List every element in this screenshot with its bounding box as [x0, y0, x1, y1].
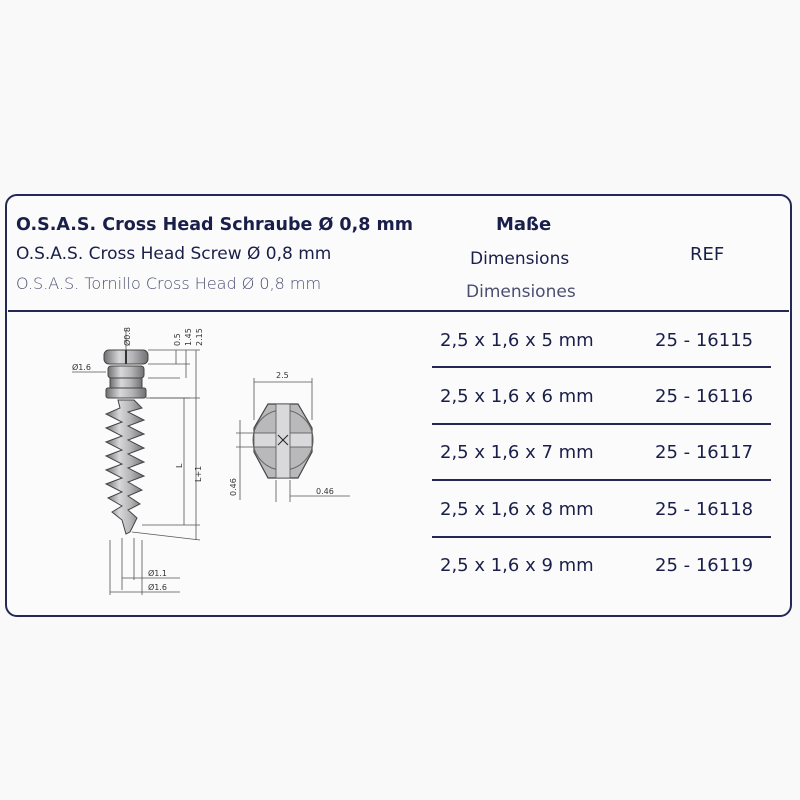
- row-divider: [432, 536, 771, 538]
- row-divider: [432, 366, 771, 368]
- ref-cell: 25 - 16118: [655, 499, 754, 520]
- label-head-dia: Ø0.8: [123, 326, 132, 346]
- header-divider: [8, 310, 789, 312]
- dimension-cell: 2,5 x 1,6 x 9 mm: [440, 555, 594, 576]
- label-0-46-horizontal: 0.46: [316, 487, 334, 496]
- label-0-46-vertical: 0.46: [229, 478, 238, 496]
- ref-cell: 25 - 16117: [655, 442, 754, 463]
- row-divider: [432, 423, 771, 425]
- label-0-5: 0.5: [173, 333, 182, 346]
- label-2-15: 2.15: [195, 328, 204, 346]
- column-header-dimensiones: Dimensiones: [466, 282, 576, 302]
- column-header-masse: Maße: [496, 214, 552, 235]
- ref-cell: 25 - 16116: [655, 386, 754, 407]
- ref-cell: 25 - 16115: [655, 330, 754, 351]
- title-english: O.S.A.S. Cross Head Screw Ø 0,8 mm: [16, 244, 332, 264]
- dimension-cell: 2,5 x 1,6 x 6 mm: [440, 386, 594, 407]
- label-L-plus: L+1: [194, 465, 203, 482]
- dimension-cell: 2,5 x 1,6 x 5 mm: [440, 330, 594, 351]
- dimension-cell: 2,5 x 1,6 x 7 mm: [440, 442, 594, 463]
- dimension-cell: 2,5 x 1,6 x 8 mm: [440, 499, 594, 520]
- label-1-45: 1.45: [184, 328, 193, 346]
- label-dia-1-1: Ø1.1: [148, 569, 168, 578]
- title-spanish: O.S.A.S. Tornillo Cross Head Ø 0,8 mm: [16, 274, 322, 293]
- row-divider: [432, 479, 771, 481]
- screw-side-view: [104, 350, 148, 534]
- screw-technical-drawing: [40, 320, 370, 610]
- column-header-dimensions: Dimensions: [470, 249, 570, 269]
- label-top-width: 2.5: [276, 371, 289, 380]
- label-dia-1-6-left: Ø1.6: [72, 363, 92, 372]
- label-dia-1-6-bottom: Ø1.6: [148, 583, 168, 592]
- title-german: O.S.A.S. Cross Head Schraube Ø 0,8 mm: [16, 215, 413, 235]
- label-L: L: [175, 463, 184, 468]
- column-header-ref: REF: [690, 244, 725, 265]
- screw-top-view: [253, 404, 313, 478]
- ref-cell: 25 - 16119: [655, 555, 754, 576]
